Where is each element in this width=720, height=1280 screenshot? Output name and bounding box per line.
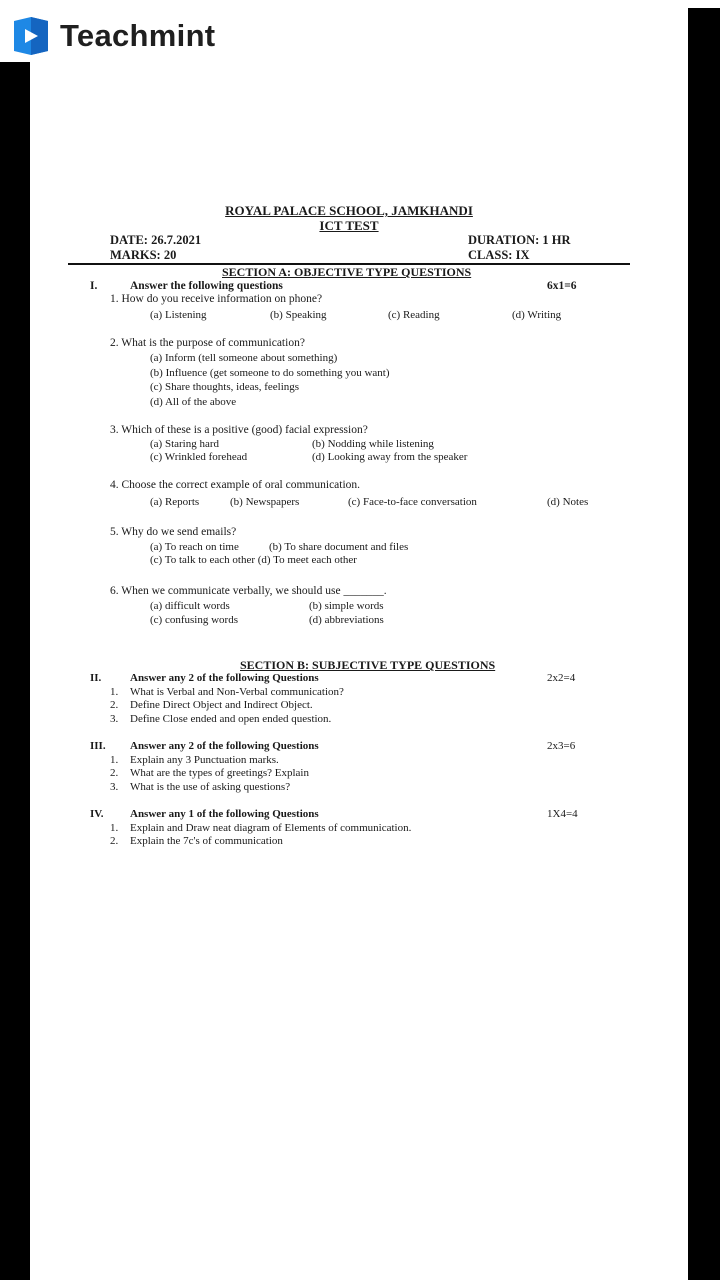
q1-option-c: (c) Reading bbox=[388, 309, 440, 321]
q3-option-a: (a) Staring hard bbox=[150, 438, 220, 450]
q4-option-b: (b) Newspapers bbox=[230, 496, 300, 508]
q4-option-c: (c) Face-to-face conversation bbox=[348, 496, 477, 508]
group-2-item-2: Define Direct Object and Indirect Object. bbox=[130, 699, 313, 711]
q6-option-c: (c) confusing words bbox=[150, 614, 238, 626]
group-2-item-1: What is Verbal and Non-Verbal communication? bbox=[130, 686, 344, 698]
group-2-item-2-num: 2. bbox=[110, 699, 119, 711]
group-3-item-3-num: 3. bbox=[110, 781, 119, 793]
group-4-marks: 1X4=4 bbox=[547, 808, 578, 820]
q1-option-d: (d) Writing bbox=[512, 309, 562, 321]
group-4-item-2-num: 2. bbox=[110, 835, 119, 847]
group-2-item-1-num: 1. bbox=[110, 686, 119, 698]
q3-option-c: (c) Wrinkled forehead bbox=[150, 451, 248, 463]
exam-date: DATE: 26.7.2021 bbox=[110, 233, 202, 247]
group-4-roman: IV. bbox=[90, 808, 104, 820]
teachmint-logo-icon bbox=[10, 15, 52, 57]
group-3-item-2-num: 2. bbox=[110, 767, 119, 779]
question-3: 3. Which of these is a positive (good) facial expression? bbox=[110, 424, 368, 436]
q5-option-a: (a) To reach on time bbox=[150, 541, 239, 553]
question-4: 4. Choose the correct example of oral communication. bbox=[110, 479, 361, 491]
group-3-instruction: Answer any 2 of the following Questions bbox=[130, 740, 319, 752]
group-2-marks: 2x2=4 bbox=[547, 672, 576, 684]
group-3-item-2: What are the types of greetings? Explain bbox=[130, 767, 309, 779]
q2-option-a: (a) Inform (tell someone about something) bbox=[150, 352, 338, 364]
group-4-item-1-num: 1. bbox=[110, 822, 119, 834]
question-6: 6. When we communicate verbally, we should use _______. bbox=[110, 585, 387, 597]
group-2-item-3: Define Close ended and open ended question. bbox=[130, 713, 332, 725]
q6-option-b: (b) simple words bbox=[309, 600, 384, 612]
group-3-item-1: Explain any 3 Punctuation marks. bbox=[130, 754, 279, 766]
teachmint-watermark bbox=[10, 12, 215, 60]
question-1: 1. How do you receive information on phone? bbox=[110, 293, 323, 305]
q3-option-d: (d) Looking away from the speaker bbox=[312, 451, 468, 463]
group-2-roman: II. bbox=[90, 672, 102, 684]
exam-paper bbox=[30, 0, 688, 1280]
question-2: 2. What is the purpose of communication? bbox=[110, 337, 305, 349]
group-2-item-3-num: 3. bbox=[110, 713, 119, 725]
q2-option-d: (d) All of the above bbox=[150, 396, 237, 408]
group-3-marks: 2x3=6 bbox=[547, 740, 576, 752]
section-a-title: SECTION A: OBJECTIVE TYPE QUESTIONS bbox=[222, 265, 472, 279]
brand-name: Teachmint bbox=[60, 18, 216, 53]
group-3-item-3: What is the use of asking questions? bbox=[130, 781, 291, 793]
q2-option-c: (c) Share thoughts, ideas, feelings bbox=[150, 381, 300, 393]
q2-option-b: (b) Influence (get someone to do something you want) bbox=[150, 367, 390, 379]
q1-option-a: (a) Listening bbox=[150, 309, 207, 321]
q1-option-b: (b) Speaking bbox=[270, 309, 327, 321]
exam-duration: DURATION: 1 HR bbox=[468, 233, 571, 247]
group-4-item-1: Explain and Draw neat diagram of Elements of communication. bbox=[130, 822, 412, 834]
section-a-instruction: Answer the following questions bbox=[130, 280, 283, 292]
q3-option-b: (b) Nodding while listening bbox=[312, 438, 434, 450]
q6-option-d: (d) abbreviations bbox=[309, 614, 384, 626]
section-b-title: SECTION B: SUBJECTIVE TYPE QUESTIONS bbox=[240, 658, 496, 672]
test-title: ICT TEST bbox=[319, 218, 379, 233]
group-4-item-2: Explain the 7c's of communication bbox=[130, 835, 283, 847]
school-name: ROYAL PALACE SCHOOL, JAMKHANDI bbox=[225, 203, 473, 218]
section-a-marks: 6x1=6 bbox=[547, 280, 577, 292]
q4-option-d: (d) Notes bbox=[547, 496, 589, 508]
exam-marks: MARKS: 20 bbox=[110, 248, 177, 262]
group-3-item-1-num: 1. bbox=[110, 754, 119, 766]
group-4-instruction: Answer any 1 of the following Questions bbox=[130, 808, 319, 820]
question-5: 5. Why do we send emails? bbox=[110, 526, 237, 538]
section-a-roman: I. bbox=[90, 280, 98, 292]
q6-option-a: (a) difficult words bbox=[150, 600, 230, 612]
q5-option-b: (b) To share document and files bbox=[269, 541, 409, 553]
q5-option-cd: (c) To talk to each other (d) To meet each other bbox=[150, 554, 357, 566]
top-right-margin bbox=[688, 0, 720, 8]
exam-class: CLASS: IX bbox=[468, 248, 530, 262]
q4-option-a: (a) Reports bbox=[150, 496, 200, 508]
group-3-roman: III. bbox=[90, 740, 106, 752]
group-2-instruction: Answer any 2 of the following Questions bbox=[130, 672, 319, 684]
